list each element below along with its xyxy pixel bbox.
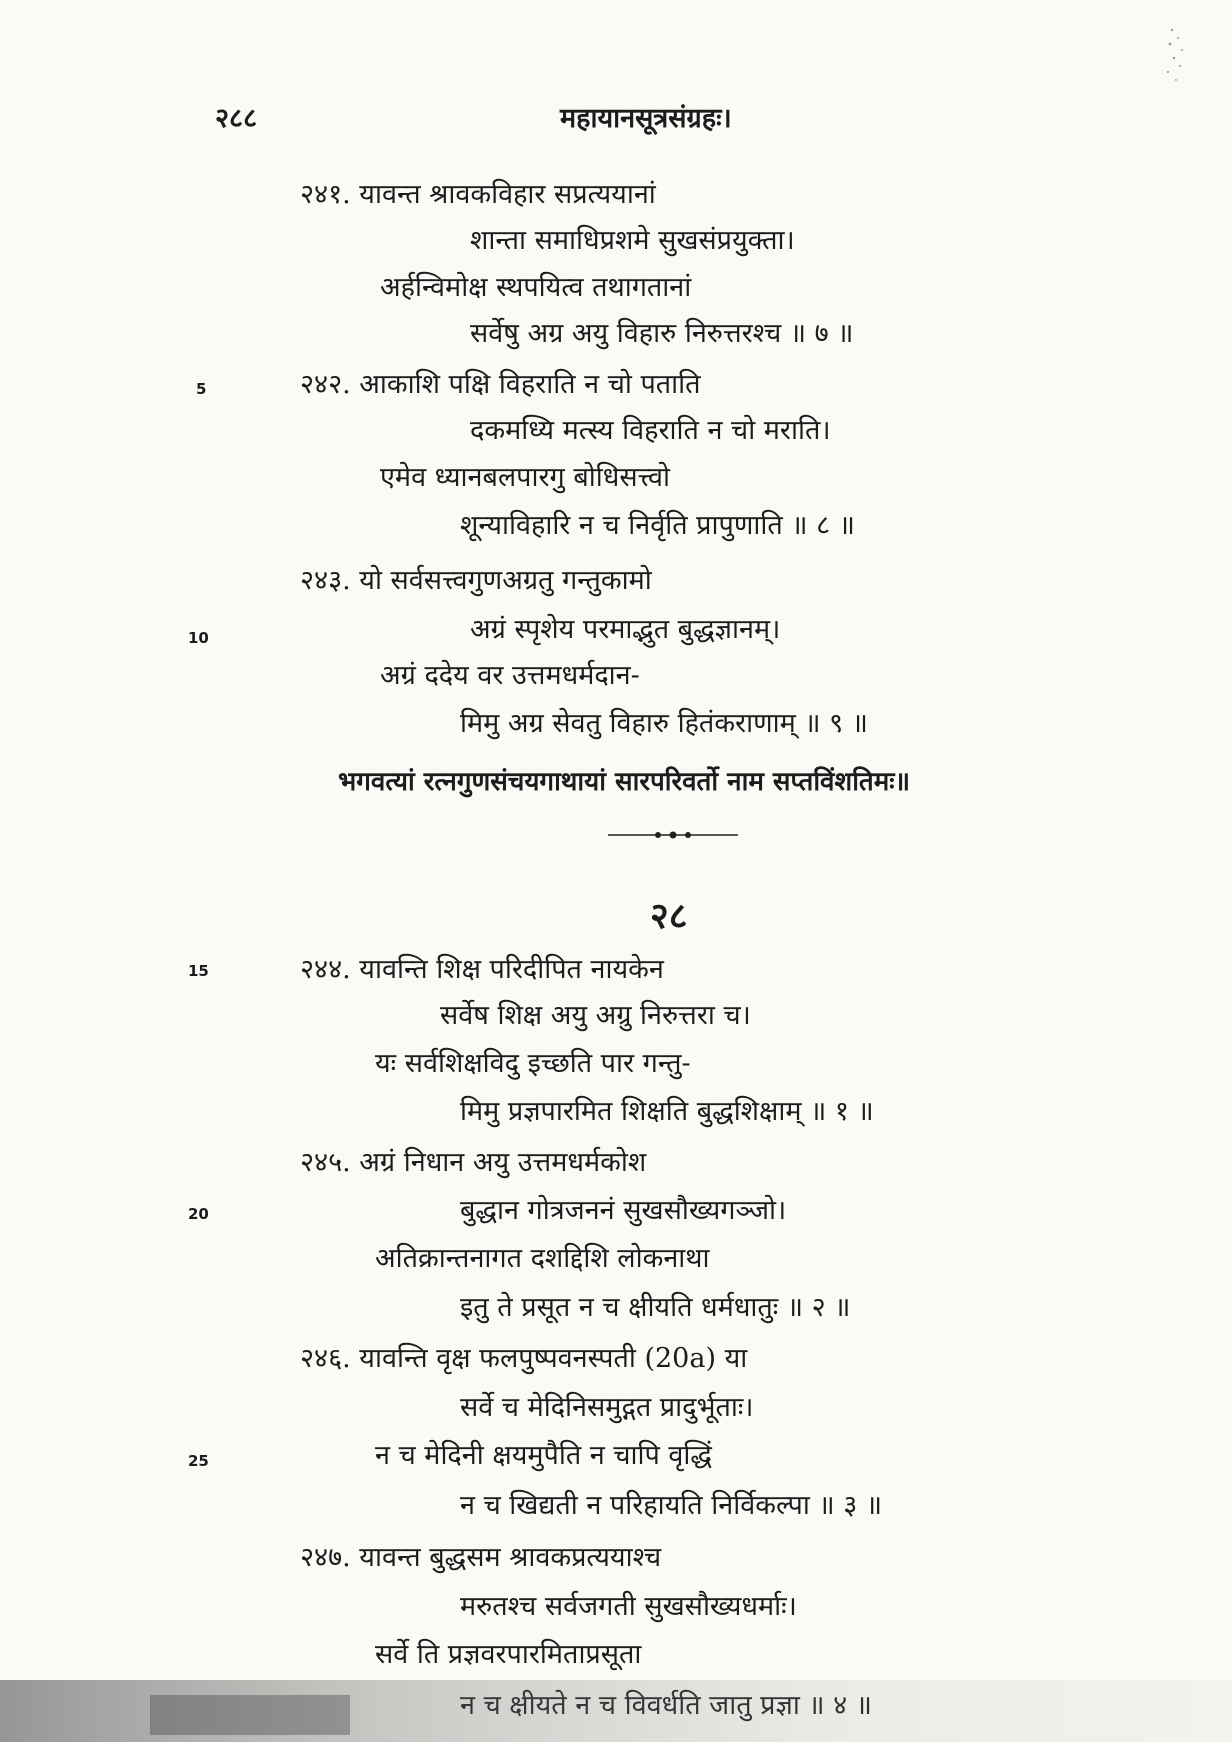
scan-speckle xyxy=(1152,20,1202,90)
verse-line: मिमु अग्र सेवतु विहारु हितंकराणाम् ॥ ९ ॥ xyxy=(460,708,868,739)
verse-line: शून्याविहारि न च निर्वृति प्रापुणाति ॥ ८ ॥ xyxy=(460,510,855,541)
verse-line: न च मेदिनी क्षयमुपैति न चापि वृद्धिं xyxy=(375,1440,712,1471)
verse-line: अग्रं ददेय वर उत्तमधर्मदान- xyxy=(380,660,640,691)
verse-line: सर्वेष शिक्ष अयु अग्रु निरुत्तरा च। xyxy=(440,1000,751,1031)
margin-line-number: 5 xyxy=(196,380,207,398)
verse-line: २४४. यावन्ति शिक्ष परिदीपित नायकेन xyxy=(300,954,664,985)
verse-line: मरुतश्च सर्वजगती सुखसौख्यधर्माः। xyxy=(460,1591,797,1622)
chapter-colophon: भगवत्यां रत्नगुणसंचयगाथायां सारपरिवर्तो नाम सप्तविंशतिमः॥ xyxy=(338,767,911,797)
verse-line: सर्वेषु अग्र अयु विहारु निरुत्तरश्च ॥ ७ ॥ xyxy=(470,318,854,349)
chapter-heading: २८ xyxy=(650,895,688,937)
verse-line: बुद्धान गोत्रजननं सुखसौख्यगञ्जो। xyxy=(460,1195,787,1226)
verse-line: सर्वे ति प्रज्ञवरपारमिताप्रसूता xyxy=(375,1639,642,1670)
page-number: २८८ xyxy=(215,103,258,134)
verse-line: यः सर्वशिक्षविदु इच्छति पार गन्तु- xyxy=(375,1048,691,1079)
verse-line: २४५. अग्रं निधान अयु उत्तमधर्मकोश xyxy=(300,1147,647,1178)
verse-line: दकमध्यि मत्स्य विहराति न चो मराति। xyxy=(470,415,831,446)
verse-line: इतु ते प्रसूत न च क्षीयति धर्मधातुः ॥ २ ॥ xyxy=(460,1292,851,1323)
verse-line: मिमु प्रज्ञपारमित शिक्षति बुद्धशिक्षाम् ॥ १ ॥ xyxy=(460,1096,874,1127)
verse-line: २४७. यावन्त बुद्धसम श्रावकप्रत्ययाश्च xyxy=(300,1542,662,1573)
verse-line: अग्रं स्पृशेय परमाद्भुत बुद्धज्ञानम्। xyxy=(470,614,781,645)
verse-line: एमेव ध्यानबलपारगु बोधिसत्त्वो xyxy=(380,462,671,493)
margin-line-number: 15 xyxy=(188,962,209,980)
verse-line: २४१. यावन्त श्रावकविहार सप्रत्ययानां xyxy=(300,179,656,210)
verse-line: २४३. यो सर्वसत्त्वगुणअग्रतु गन्तुकामो xyxy=(300,565,652,596)
margin-line-number: 20 xyxy=(188,1205,209,1223)
margin-line-number: 10 xyxy=(188,629,209,647)
verse-line: शान्ता समाधिप्रशमे सुखसंप्रयुक्ता। xyxy=(470,225,795,256)
verse-line: सर्वे च मेदिनिसमुद्गत प्रादुर्भूताः। xyxy=(460,1392,754,1423)
verse-line: २४२. आकाशि पक्षि विहराति न चो पताति xyxy=(300,369,701,400)
ornamental-divider xyxy=(608,830,738,840)
verse-line: अर्हन्विमोक्ष स्थपयित्व तथागतानां xyxy=(380,272,692,303)
verse-line: २४६. यावन्ति वृक्ष फलपुष्पवनस्पती (20a) या xyxy=(300,1343,748,1374)
running-title: महायानसूत्रसंग्रहः। xyxy=(560,103,732,134)
verse-line: अतिक्रान्तनागत दशद्दिशि लोकनाथा xyxy=(375,1243,710,1274)
verse-line: न च खिद्यती न परिहायति निर्विकल्पा ॥ ३ ॥ xyxy=(460,1490,883,1521)
scan-noise-band xyxy=(0,1640,1232,1742)
margin-line-number: 25 xyxy=(188,1452,209,1470)
